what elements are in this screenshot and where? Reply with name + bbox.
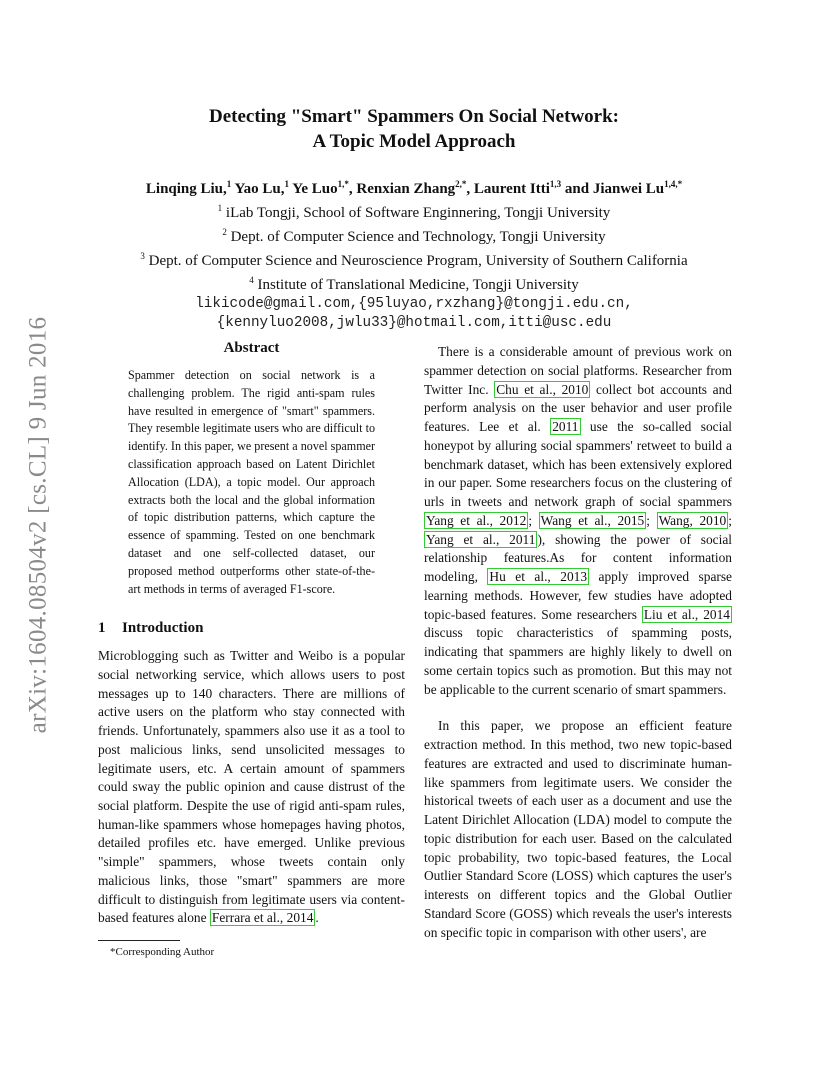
author-name: Ye Luo [289,181,338,197]
affiliation-text: Dept. of Computer Science and Technology, Tongji University [226,229,606,245]
author-name: , Laurent Itti [466,181,550,197]
author-sup: 2,* [455,179,467,189]
title-line-1: Detecting "Smart" Spammers On Social Network: [208,106,619,127]
section-heading-introduction [98,620,405,637]
paper-header [90,104,738,333]
citation-link[interactable]: Yang et al., 2012 [426,512,527,528]
right-column [424,343,732,942]
body-text: ), showing the power of social relationship features.As for content information modeling, [424,531,733,584]
related-work-paragraph [424,343,732,699]
section-number: 1 [98,620,106,637]
citation-link[interactable]: Wang et al., 2015 [540,512,645,528]
citation-link[interactable]: Liu et al., 2014 [643,606,730,622]
author-sup: 1,3 [549,179,562,189]
arxiv-stamp [14,300,62,750]
body-text: discuss topic characteristics of spamming posts, indicating that spammers are highly likely to dwell on some certain topics such as promotion. But this may not be applicable to the current scenario of smart spammers. [424,625,732,697]
body-text: There is a considerable amount of previous work on spammer detection on social platforms. Researcher from Twitter Inc. [424,344,732,397]
author-sup: 1 [284,179,289,189]
left-column [98,340,405,959]
abstract-heading: Abstract [223,340,280,356]
arxiv-identifier: arXiv:1604.08504v2 [cs.CL] 9 Jun 2016 [24,316,51,734]
affiliation-4 [90,271,738,295]
affiliation-text: iLab Tongji, School of Software Enginnering, Tongji University [222,205,611,221]
intro-paragraph [98,647,405,928]
affiliation-1 [90,199,738,223]
intro-text: Microblogging such as Twitter and Weibo is a popular social networking service, which allows users to post messages up to 140 characters. There are millions of active users on the platform who stay connected with friends. Unfortunately, spammers also use it as a tool to post malicious links, send unsolicited messages to legitimate users, etc. A certain amount of spammers could sway the public opinion and cause distrust of the social platform. Despite the use of rigid anti-spam rules, human-like spammers whose homepages having photos, detailed profiles etc. have emerged. Unlike previous "simple" spammers, whose tweets contain only malicious links, those "smart" spammers are more difficult to distinguish from legitimate users via content-based features alone [98,648,405,926]
author-name: Yao Lu, [231,181,285,197]
affiliation-text: Dept. of Computer Science and Neuroscience Program, University of Southern California [144,253,688,269]
affiliation-sup: 3 [140,251,145,261]
affiliation-sup: 4 [249,275,254,285]
author-name: and Jianwei Lu [561,181,665,197]
citation-link[interactable]: Wang, 2010 [658,512,727,528]
citation-link[interactable]: Ferrara et al., 2014 [211,910,314,926]
affiliation-text: Institute of Translational Medicine, Tongji University [253,277,579,293]
affiliation-2 [90,223,738,247]
body-text: ; [728,512,732,528]
author-sup: 1,* [337,179,349,189]
citation-link[interactable]: Chu et al., 2010 [496,381,589,397]
email-line-1: likicode@gmail.com,{95luyao,rxzhang}@tongji.edu.cn, [195,296,633,312]
body-text: use the so-called social honeypot by alluring social spammers' retweet to build a benchmark dataset, which has been extensively explored in our paper. Some researchers focus on the clustering of urls in tweets and network graph of social spammers [424,419,733,509]
body-text: collect bot accounts and perform analysis on the user behavior and user profile features. Lee et al. [424,381,733,434]
title-line-2: A Topic Model Approach [312,131,516,152]
contribution-paragraph: In this paper, we propose an efficient feature extraction method. In this method, two new topic-based features are extracted and used to discriminate human-like spammers from legitimate users. We consider the historical tweets of each user as a document and use the Latent Dirichlet Allocation (LDA) model to compute the topic distribution for each user. Based on the calculated topic probability, two topic-based features, the Local Outlier Standard Score (LOSS) which captures the user's interests on different topics and the Global Outlier Standard Score (GOSS) which reveals the user's interests on specific topic in comparison with other users', are [424,718,732,940]
email-line-2: {kennyluo2008,jwlu33}@hotmail.com,itti@usc.edu [216,315,612,331]
citation-link[interactable]: Yang et al., 2011 [426,531,536,547]
section-title: Introduction [122,620,204,637]
author-sup: 1 [226,179,232,189]
author-name: , Renxian Zhang [348,181,456,197]
footnote-rule [98,940,180,941]
body-text: ; [646,512,657,528]
abstract-body: Spammer detection on social network is a challenging problem. The rigid anti-spam rules have resulted in emergence of "smart" spammers. They resemble legitimate users who are difficult to identify. In this paper, we present a novel spammer classification approach based on Latent Dirichlet Allocation (LDA), a topic model. Our approach extracts both the local and the global information of topic distribution patterns, which capture the essence of spamming. Tested on one benchmark dataset and one self-collected dataset, our proposed method outperforms other state-of-the-art methods in terms of averaged F1-score. [128,368,375,596]
author-list [90,174,738,199]
intro-text-end: . [315,910,319,926]
affiliation-sup: 2 [222,227,227,237]
author-sup: 1,4,* [664,179,683,189]
body-text: ; [528,512,539,528]
footnote: *Corresponding Author [110,945,215,958]
affiliation-3 [90,247,738,271]
paper-title [90,104,738,154]
citation-link[interactable]: Hu et al., 2013 [489,569,588,584]
author-name: Linqing Liu, [145,181,227,197]
citation-link[interactable]: 2011 [552,419,579,434]
affiliation-sup: 1 [217,203,223,213]
body-text: apply improved sparse learning methods. However, few studies have adopted topic-based features. Some researchers [424,569,733,622]
